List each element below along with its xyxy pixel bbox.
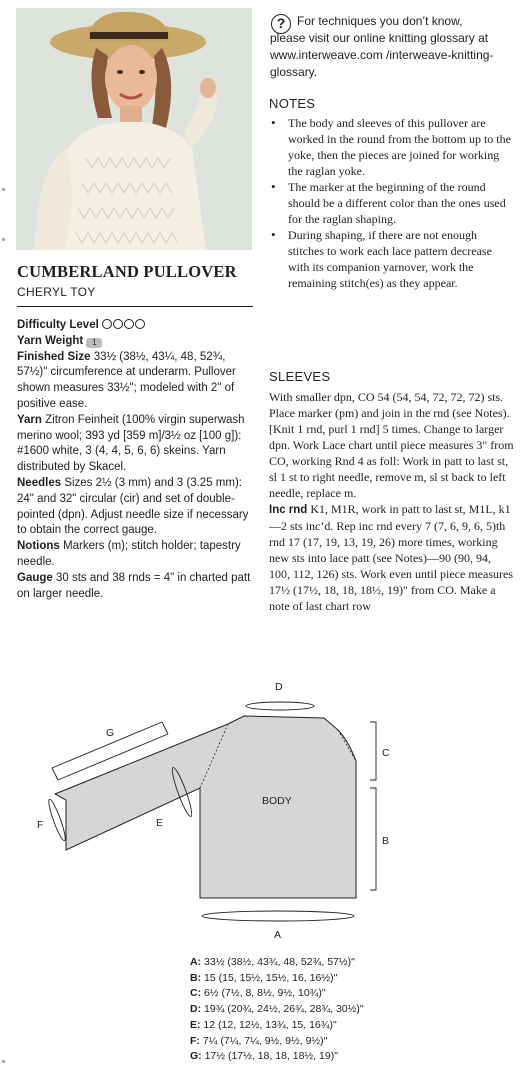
designer-name: CHERYL TOY <box>17 285 96 299</box>
inc-rnd-text: K1, M1R, work in patt to last st, M1L, k1—2 sts inc’d. Rep inc rnd every 7 (7, 6, 9, 6, 5)th rnd 17 (17, 19, 13, 19, 26) more times, working new sts into lace patt (see Notes)—90 (90, 94, 100, 112, 126) sts. Work even until piece measures 17½ (17½, 18, 18, 18½, 19)" from CO. Make a note of last chart row <box>269 502 513 613</box>
techniques-note <box>270 13 512 81</box>
difficulty-circle-icon <box>102 319 112 329</box>
notions-label: Notions <box>17 540 60 553</box>
measurement-row: E: 12 (12, 12½, 13¾, 15, 16¾)" <box>190 1018 337 1031</box>
garment-schematic <box>0 676 520 948</box>
notions <box>17 539 257 571</box>
sleeves-instructions <box>269 389 514 614</box>
difficulty-level <box>17 318 257 334</box>
techniques-line-1: For techniques you don’t know, <box>297 14 463 28</box>
difficulty-circle-icon <box>135 319 145 329</box>
gauge-text: 30 sts and 38 rnds = 4" in charted patt on larger needle. <box>17 571 251 600</box>
techniques-line-2[interactable]: please visit our online knitting glossary at www.interweave.com /interweave-knitting-glossary. <box>270 31 494 79</box>
label-g: G <box>106 727 115 739</box>
label-b: B <box>382 835 390 847</box>
label-e: E <box>156 817 164 829</box>
schematic-shape <box>55 716 356 898</box>
yarn-weight <box>17 334 257 350</box>
inc-rnd-label: Inc rnd <box>269 504 308 516</box>
finished-size-label: Finished Size <box>17 350 91 363</box>
yarn-text: Zitron Feinheit (100% virgin superwash merino wool; 393 yd [359 m]/3½ oz [100 g]): #1600 white, 3 (4, 4, 5, 6, 6) skeins. Yarn distributed by Skacel. <box>17 413 245 474</box>
difficulty-circles <box>102 319 146 331</box>
question-circle-icon: ? <box>271 14 291 34</box>
margin-dot <box>2 188 5 191</box>
notes-heading: NOTES <box>269 96 316 111</box>
body-label: BODY <box>262 795 292 807</box>
finished-size-text: 33½ (38½, 43¼, 48, 52¾, 57½)" circumference at underarm. Pullover shown measures 33½"; modeled with 2" of positive ease. <box>17 350 236 410</box>
note-item: • The body and sleeves of this pullover are worked in the round from the bottom up to the yoke, then the pieces are joined for working the raglan yoke. <box>269 115 514 179</box>
difficulty-label: Difficulty Level <box>17 319 99 331</box>
notions-text: Markers (m); stitch holder; tapestry needle. <box>17 540 241 568</box>
sleeves-para-1: With smaller dpn, CO 54 (54, 54, 72, 72, 72) sts. Place marker (pm) and join in the rnd (see Notes). [Knit 1 rnd, purl 1 rnd] 5 times. Change to larger dpn. Work Lace chart until piece measures 3" from CO, working Rnd 4 as foll: Work in patt to last st, sl 1 st to right needle, remove m, sl st back to left needle, replace m. <box>269 390 514 500</box>
label-c: C <box>382 747 390 759</box>
margin-dot <box>2 1060 5 1063</box>
label-a: A <box>274 929 282 941</box>
needles-text: Sizes 2½ (3 mm) and 3 (3.25 mm): 24" and 32" circular (cir) and set of double-pointed (dpn). Adjust needle size if necessary to obtain the correct gauge. <box>17 476 249 537</box>
measurements-list <box>190 955 364 1065</box>
gauge-label: Gauge <box>17 571 53 584</box>
measurement-row: F: 7¼ (7¼, 7¼, 9½, 9½, 9½)" <box>190 1034 328 1047</box>
notes-list <box>269 115 514 291</box>
measurement-row: B: 15 (15, 15½, 15½, 16, 16½)" <box>190 971 338 984</box>
measurement-row: G: 17½ (17½, 18, 18, 18½, 19)" <box>190 1050 338 1063</box>
needles-label: Needles <box>17 476 62 489</box>
difficulty-circle-icon <box>113 319 123 329</box>
measurement-row: D: 19¾ (20¾, 24½, 26¾, 28¾, 30½)" <box>190 1003 364 1016</box>
label-d: D <box>275 681 283 693</box>
sleeves-heading: SLEEVES <box>269 369 331 384</box>
label-f: F <box>37 819 44 831</box>
needles <box>17 476 257 539</box>
yarn-weight-badge: 1 <box>86 338 102 348</box>
finished-size <box>17 350 257 413</box>
note-item: • The marker at the beginning of the round should be a different color than the ones used for the raglan shaping. <box>269 179 514 227</box>
difficulty-circle-icon <box>124 319 134 329</box>
measurement-row: A: 33½ (38½, 43¾, 48, 52¾, 57½)" <box>190 956 355 968</box>
yarn-weight-label: Yarn Weight <box>17 334 84 347</box>
pattern-specs <box>17 318 257 602</box>
pattern-title: CUMBERLAND PULLOVER <box>17 262 237 281</box>
note-item: • During shaping, if there are not enough stitches to work each lace pattern decrease with its companion yarnover, work the remaining stitch(es) as they appear. <box>269 227 514 291</box>
yarn <box>17 413 257 476</box>
gauge <box>17 571 257 603</box>
divider <box>17 306 253 307</box>
measurement-row: C: 6½ (7½, 8, 8½, 9½, 10¾)" <box>190 987 326 1000</box>
yarn-label: Yarn <box>17 413 42 426</box>
inc-rnd-para <box>269 501 514 614</box>
model-photo <box>16 8 252 250</box>
margin-dot <box>2 238 5 241</box>
